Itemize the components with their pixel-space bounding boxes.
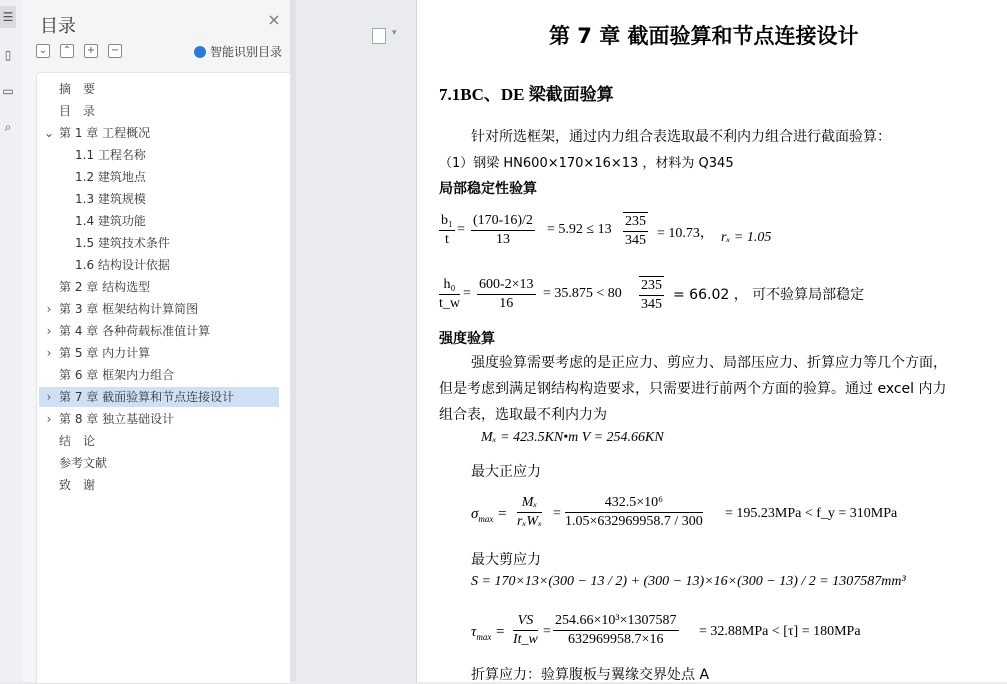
max-shear-label: 最大剪应力	[471, 552, 541, 568]
toc-item[interactable]	[39, 145, 279, 165]
toc-item[interactable]	[39, 299, 279, 319]
toc-item[interactable]	[39, 409, 279, 429]
comment-icon[interactable]: ▭	[2, 84, 14, 98]
paragraph-line: 组合表，选取最不利内力为	[439, 407, 607, 423]
toc-item-label: 1.4 建筑功能	[75, 214, 146, 228]
paragraph-line: 但是考虑到满足钢结构构造要求，只需要进行前两个方面的验算。通过 excel 内力	[439, 381, 947, 397]
toc-item-label: 第 4 章 各种荷载标准值计算	[59, 324, 211, 338]
chevron-down-icon[interactable]: ▾	[392, 28, 397, 38]
chevron-right-icon[interactable]: ›	[46, 412, 52, 426]
page-gutter	[296, 0, 416, 682]
static-moment-equation: S = 170×13×(300 − 13 / 2) + (300 − 13)×16×(300 − 13) / 2 = 1307587mm³	[471, 574, 906, 589]
collapse-all-icon[interactable]: ⌄	[36, 44, 50, 58]
eq3-lhs: $\sigma_{max}$ =	[471, 506, 508, 524]
toc-item-label: 1.6 结构设计依据	[75, 258, 170, 272]
reduced-stress-label: 折算应力：验算腹板与翼缘交界处点 A	[471, 667, 710, 683]
chevron-down-icon[interactable]: ⌄	[43, 126, 55, 140]
eq4-equals: =	[543, 624, 551, 639]
eq1-tail: = 10.73，	[657, 226, 714, 241]
toc-item[interactable]	[39, 101, 279, 121]
section-title: 7.1BC、DE 梁截面验算	[439, 85, 614, 104]
intro-text: 针对所选框架，通过内力组合表选取最不利内力组合进行截面验算：	[471, 129, 891, 145]
toc-item-label: 第 5 章 内力计算	[59, 346, 151, 360]
eq2-sqrt: $\frac{235}{345}$	[641, 278, 662, 312]
chapter-title: 第 7 章 截面验算和节点连接设计	[549, 24, 859, 48]
eq2-tail: = 66.02 ， 可不验算局部稳定	[673, 287, 865, 303]
bookmark-icon[interactable]: ▯	[4, 48, 12, 62]
search-icon[interactable]: ⌕	[4, 120, 12, 134]
toc-item[interactable]	[39, 123, 279, 143]
toc-item-label: 第 2 章 结构选型	[59, 280, 151, 294]
smart-toc-icon	[194, 46, 206, 58]
eq1-fraction: $\frac{(170-16)/2}{13}$	[473, 213, 533, 247]
chevron-right-icon[interactable]: ›	[46, 302, 52, 316]
toc-item-label: 结 论	[59, 434, 96, 448]
eq1-mid: = 5.92 ≤ 13	[547, 222, 612, 237]
smart-toc-button[interactable]	[194, 43, 282, 60]
toc-item-label: 1.5 建筑技术条件	[75, 236, 170, 250]
eq4-tail: = 32.88MPa < [τ] = 180MPa	[699, 624, 861, 639]
eq4-lhs: $\tau_{max}$ =	[471, 624, 506, 642]
remove-heading-icon[interactable]: −	[108, 44, 122, 58]
toc-item-label: 目 录	[59, 104, 96, 118]
paragraph-line: 强度验算需要考虑的是正应力、剪应力、局部压应力、折算应力等几个方面，	[471, 355, 947, 371]
toc-item-label: 1.3 建筑规模	[75, 192, 146, 206]
eq3-fraction1: Mₓ rₓWₓ	[517, 495, 543, 529]
eq2-equals: =	[463, 286, 471, 301]
left-icon-strip	[0, 0, 22, 682]
toc-item[interactable]	[39, 475, 279, 495]
toc-item[interactable]	[39, 233, 279, 253]
chevron-right-icon[interactable]: ›	[46, 390, 52, 404]
toc-item[interactable]	[39, 277, 279, 297]
eq2-lhs-fraction: $\frac{\text{h₀}}{t\_w}$	[439, 277, 460, 311]
add-heading-icon[interactable]: +	[84, 44, 98, 58]
toc-item[interactable]	[39, 79, 279, 99]
chevron-right-icon[interactable]: ›	[46, 324, 52, 338]
eq4-fraction2: $\frac{\text{254.66×10³×1307587}}{632969958.7\times 16}$	[555, 613, 677, 647]
toc-panel	[22, 0, 296, 682]
toc-item[interactable]	[39, 343, 279, 363]
local-stability-heading: 局部稳定性验算	[439, 181, 537, 197]
eq1-rx: rₓ = 1.05	[721, 230, 772, 245]
eq2-fraction: $\frac{600-2\times 13}{16}$	[479, 277, 534, 311]
toc-item-label: 摘 要	[59, 82, 96, 96]
eq1-sqrt: $\frac{235}{345}$	[625, 214, 646, 248]
toc-item[interactable]	[39, 211, 279, 231]
toc-item-label: 致 谢	[59, 478, 96, 492]
item-text: （1）钢梁 HN600×170×16×13 ，材料为 Q345	[439, 156, 734, 171]
toc-item-label: 第 3 章 框架结构计算简图	[59, 302, 199, 316]
toc-item-label: 参考文献	[59, 456, 108, 470]
toc-item[interactable]	[39, 321, 279, 341]
eq4-fraction1: $\frac{VS}{It\_w}$	[513, 613, 538, 647]
toc-item-label: 1.2 建筑地点	[75, 170, 146, 184]
toc-list	[36, 72, 292, 684]
strength-heading: 强度验算	[439, 331, 495, 347]
loads-equation: Mₓ = 423.5KN•m V = 254.66KN	[481, 430, 664, 445]
toc-item[interactable]	[39, 189, 279, 209]
toc-item[interactable]	[39, 365, 279, 385]
toc-item[interactable]	[39, 387, 279, 407]
eq3-tail: = 195.23MPa < f_y = 310MPa	[725, 506, 898, 521]
toc-panel-icon[interactable]: ☰	[0, 6, 16, 28]
toc-item-label: 1.1 工程名称	[75, 148, 146, 162]
toc-item[interactable]	[39, 453, 279, 473]
eq2-mid: = 35.875 < 80	[543, 286, 622, 301]
document-page	[416, 0, 1007, 682]
toc-item-label: 第 8 章 独立基础设计	[59, 412, 175, 426]
toc-item[interactable]	[39, 431, 279, 451]
toc-item[interactable]	[39, 255, 279, 275]
eq1-equals: =	[457, 222, 465, 237]
eq3-fraction2: $\frac{\text{432.5×10⁶}}{1.05\times 632969958.7 / 300}$	[565, 495, 703, 529]
toc-item-label: 第 1 章 工程概况	[59, 126, 151, 140]
eq1-lhs-fraction: $\frac{\text{b₁}}{t}$	[441, 213, 453, 247]
close-icon[interactable]: ×	[267, 10, 281, 29]
eq3-equals: =	[553, 506, 561, 521]
toc-item-label: 第 6 章 框架内力组合	[59, 368, 175, 382]
max-normal-label: 最大正应力	[471, 464, 541, 480]
document-icon[interactable]	[372, 28, 386, 44]
smart-toc-label: 智能识别目录	[210, 45, 283, 59]
chevron-right-icon[interactable]: ›	[46, 346, 52, 360]
toc-item[interactable]	[39, 167, 279, 187]
expand-up-icon[interactable]: ⌃	[60, 44, 74, 58]
toc-item-label: 第 7 章 截面验算和节点连接设计	[59, 390, 235, 404]
toc-title: 目录	[40, 16, 76, 37]
